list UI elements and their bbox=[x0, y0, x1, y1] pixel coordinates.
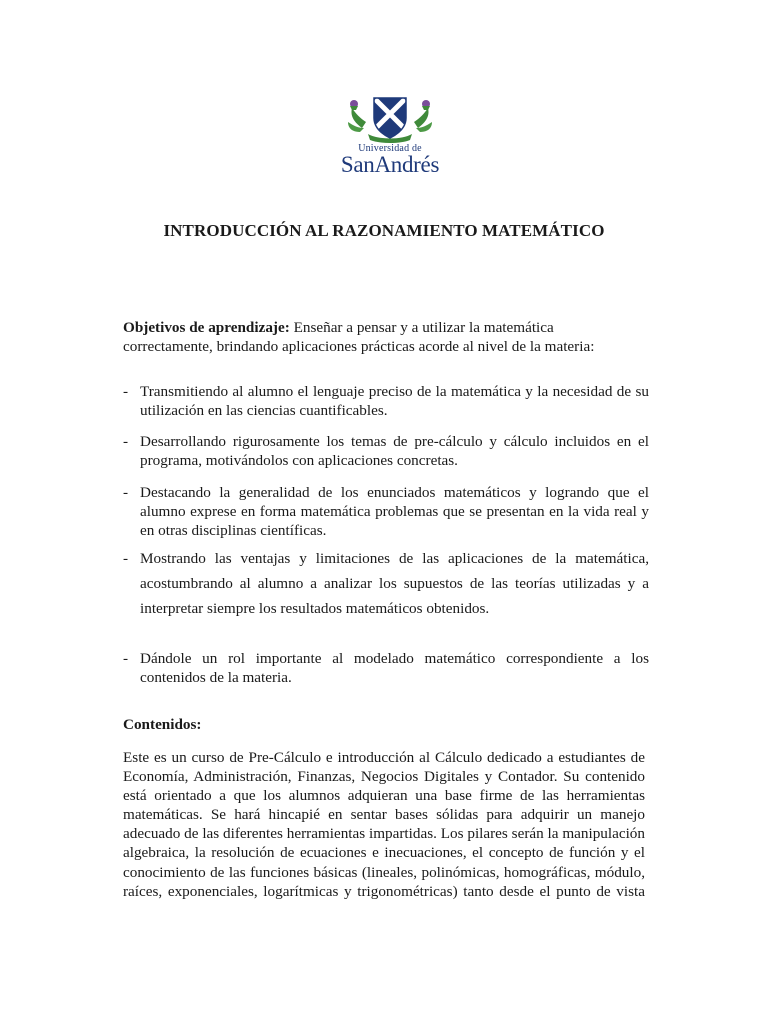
crest-emblem-icon bbox=[332, 92, 448, 144]
bullet-text: Desarrollando rigurosamente los temas de pre-cálculo y cálculo incluidos en el programa, motivándolos con aplicaciones concretas. bbox=[140, 433, 649, 469]
logo-line1: Universidad de bbox=[358, 143, 422, 154]
bullet-text: Mostrando las ventajas y limitaciones de las aplicaciones de la matemática, acostumbrando al alumno a analizar los supuestos de las teorías utilizadas y a interpretar siempre los resultados matemáticos obtenidos. bbox=[140, 550, 649, 617]
logo-wordmark: SanAndrés bbox=[340, 152, 440, 177]
bullet-dash: - bbox=[123, 650, 129, 667]
objectives-label: Objetivos de aprendizaje: bbox=[123, 319, 290, 336]
bullet-item bbox=[123, 483, 649, 540]
contents-heading: Contenidos: bbox=[123, 716, 202, 733]
objectives-paragraph bbox=[123, 318, 645, 356]
bullet-text: Destacando la generalidad de los enunciados matemáticos y logrando que el alumno exprese en forma matemática problemas que se presentan en la vida real y en otras disciplinas científicas. bbox=[140, 484, 649, 539]
bullet-item bbox=[123, 546, 649, 621]
bullet-item bbox=[123, 382, 649, 420]
bullet-text: Transmitiendo al alumno el lenguaje preciso de la matemática y la necesidad de su utilización en las ciencias cuantificables. bbox=[140, 383, 649, 419]
contents-paragraph: Este es un curso de Pre-Cálculo e introducción al Cálculo dedicado a estudiantes de Economía, Administración, Finanzas, Negocios Digitales y Contador. Su contenido está orientado a que los alumnos adquieran una base firme de las herramientas matemáticas. Se hará hincapié en sentar bases sólidas para adquirir un manejo adecuado de las diferentes herramientas impartidas. Los pilares serán la manipulación algebraica, la resolución de ecuaciones e inecuaciones, el concepto de función y el conocimiento de las funciones básicas (lineales, polinómicas, homográficas, módulo, raíces, exponenciales, logarítmicas y trigonométricas) tanto desde el punto de vista bbox=[123, 749, 645, 900]
document-title: INTRODUCCIÓN AL RAZONAMIENTO MATEMÁTICO bbox=[163, 221, 605, 240]
bullet-dash: - bbox=[123, 484, 129, 501]
bullet-item bbox=[123, 649, 649, 687]
bullet-text: Dándole un rol importante al modelado matemático correspondiente a los contenidos de la materia. bbox=[140, 650, 649, 686]
bullet-dash: - bbox=[123, 550, 129, 567]
objectives-text: Enseñar a pensar y a utilizar la matemática correctamente, brindando aplicaciones prácticas acorde al nivel de la materia: bbox=[123, 319, 595, 355]
university-logo bbox=[332, 92, 448, 184]
bullet-dash: - bbox=[123, 383, 129, 400]
bullet-dash: - bbox=[123, 433, 129, 450]
bullet-item bbox=[123, 432, 649, 470]
